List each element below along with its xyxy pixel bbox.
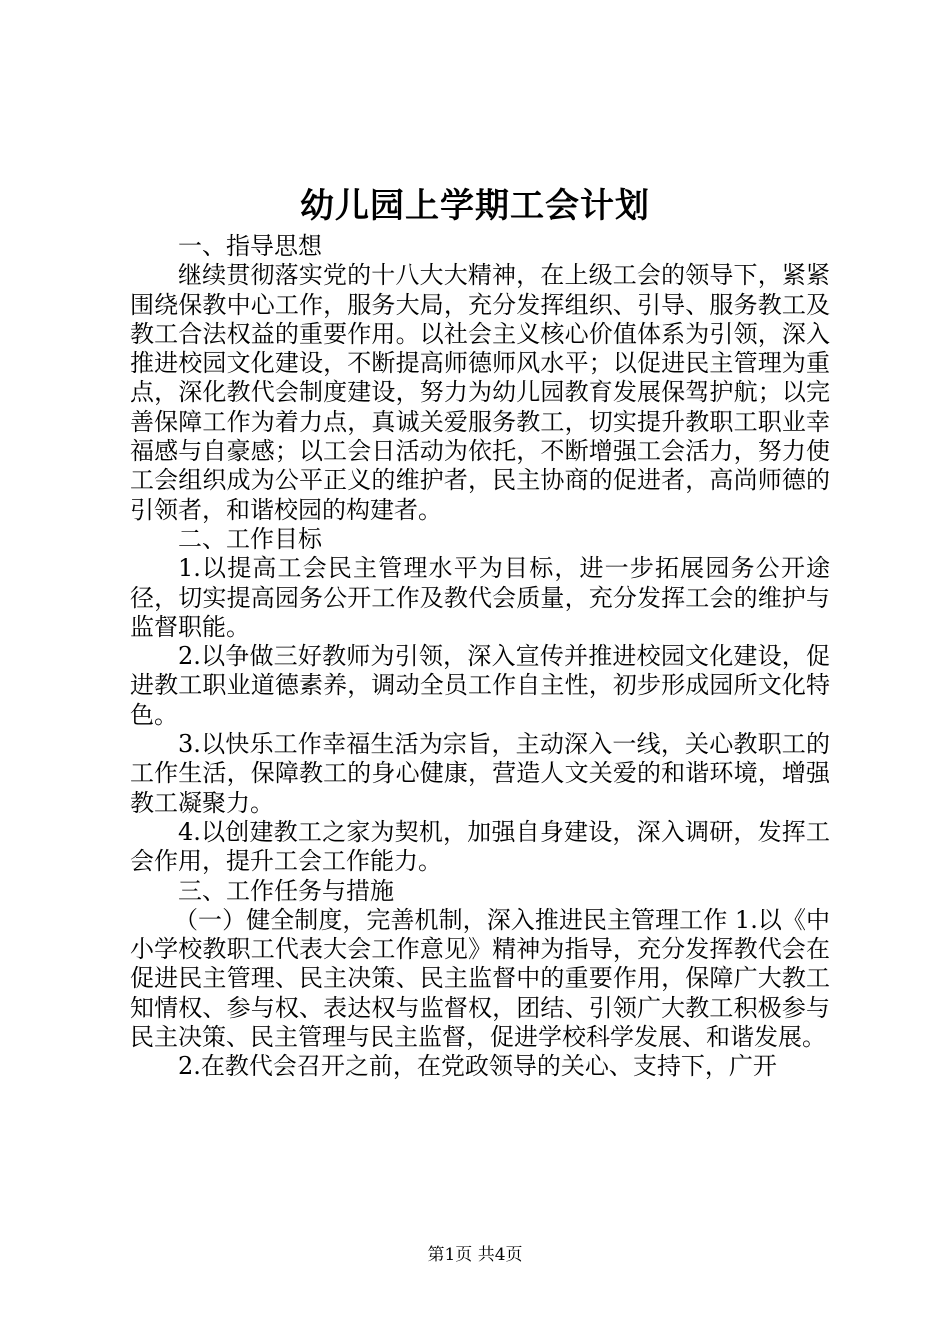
- paragraph-goal-1: 1.以提高工会民主管理水平为目标，进一步拓展园务公开途径，切实提高园务公开工作及教代会质量，充分发挥工会的维护与监督职能。: [130, 554, 830, 641]
- paragraph-goal-3: 3.以快乐工作幸福生活为宗旨，主动深入一线，关心教职工的工作生活，保障教工的身心健康，营造人文关爱的和谐环境，增强教工凝聚力。: [130, 730, 830, 817]
- paragraph-task-2: 2.在教代会召开之前，在党政领导的关心、支持下，广开: [178, 1052, 777, 1081]
- page-footer: 第1页 共4页: [427, 1245, 523, 1265]
- section-heading-guiding-ideology: 一、指导思想: [178, 232, 322, 260]
- section-heading-work-goals: 二、工作目标: [178, 524, 322, 553]
- paragraph-task-1: （一）健全制度，完善机制，深入推进民主管理工作 1.以《中小学校教职工代表大会工作意见》精神为指导，充分发挥教代会在促进民主管理、民主决策、民主监督中的重要作用，保障广大教工知情权、参与权、表达权与监督权，团结、引领广大教工积极参与民主决策、民主管理与民主监督，促进学校科学发展、和谐发展。: [130, 905, 830, 1052]
- paragraph-goal-2: 2.以争做三好教师为引领，深入宣传并推进校园文化建设，促进教工职业道德素养，调动全员工作自主性，初步形成园所文化特色。: [130, 642, 830, 729]
- paragraph-goal-4: 4.以创建教工之家为契机，加强自身建设，深入调研，发挥工会作用，提升工会工作能力。: [130, 817, 830, 876]
- document-title: 幼儿园上学期工会计划: [300, 186, 650, 226]
- document-body: [130, 232, 830, 1082]
- paragraph-guiding-ideology: 继续贯彻落实党的十八大大精神，在上级工会的领导下，紧紧围绕保教中心工作，服务大局，充分发挥组织、引导、服务教工及教工合法权益的重要作用。以社会主义核心价值体系为引领，深入推进校园文化建设，不断提高师德师风水平；以促进民主管理为重点，深化教代会制度建设，努力为幼儿园教育发展保驾护航；以完善保障工作为着力点，真诚关爱服务教工，切实提升教职工职业幸福感与自豪感；以工会日活动为依托，不断增强工会活力，努力使工会组织成为公平正义的维护者，民主协商的促进者，高尚师德的引领者，和谐校园的构建者。: [130, 261, 830, 524]
- section-heading-tasks-measures: 三、工作任务与措施: [178, 876, 394, 905]
